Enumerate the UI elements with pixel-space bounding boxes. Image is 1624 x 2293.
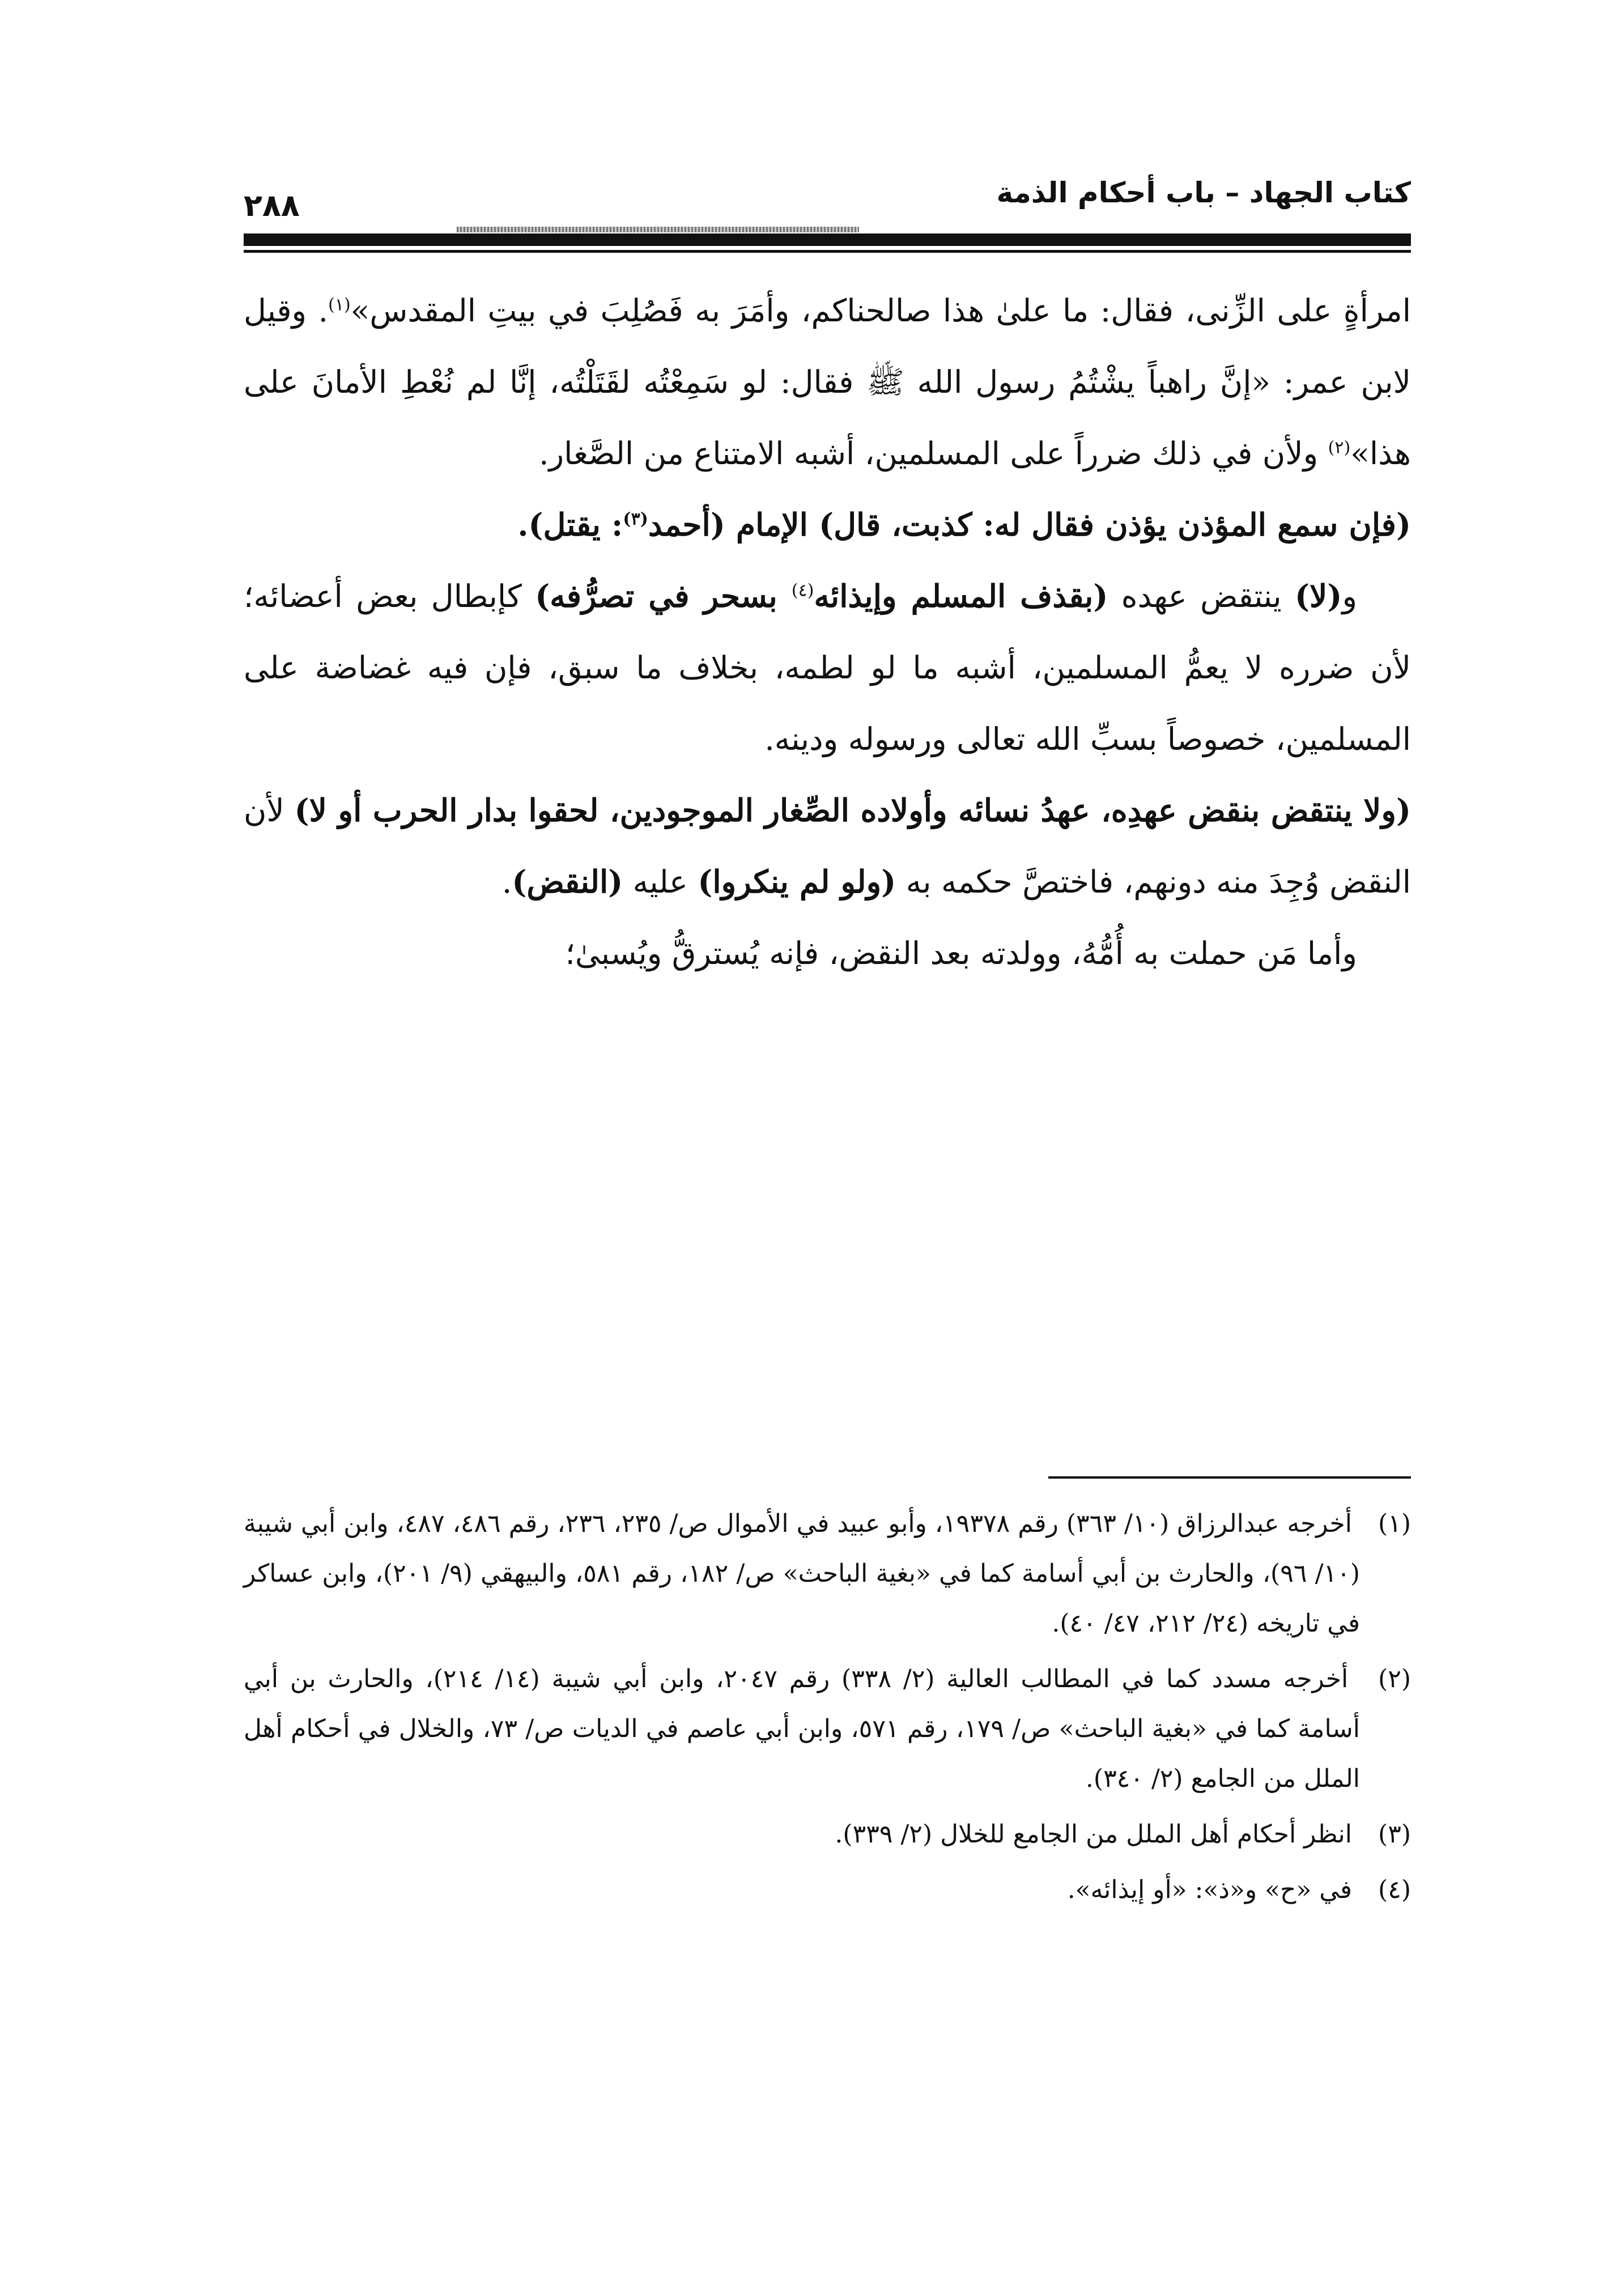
footnote-4: [244, 1865, 1411, 1915]
footnote-separator: [1048, 1476, 1411, 1479]
running-title: كتاب الجهاد – باب أحكام الذمة: [996, 176, 1411, 209]
paragraph-p5: [244, 918, 1411, 989]
text-segment: (ولو لم ينكروا): [698, 863, 896, 900]
text-segment: (فإن سمع المؤذن يؤذن فقال له: كذبت، قال) الإمام (أحمد: [648, 506, 1411, 543]
footnote-3: [244, 1810, 1411, 1859]
text-segment: عليه: [623, 864, 698, 900]
footnote-text: أخرجه مسدد كما في المطالب العالية (٢/ ٣٣٨) رقم ٢٠٤٧، وابن أبي شيبة (١٤/ ٢١٤)، والحارث بن أبي أسامة كما في «بغية الباحث» ص/ ١٧٩، رقم ٥٧١، وابن أبي عاصم في الديات ص/ ٧٣، والخلال في أحكام أهل الملل من الجامع (٢/ ٣٤٠).: [244, 1664, 1361, 1793]
paragraph-p3: [244, 560, 1411, 775]
text-segment: امرأةٍ على الزِّنى، فقال: ما علىٰ هذا صالحناكم، وأمَرَ به فَصُلِبَ في بيتِ المقدس»: [350, 292, 1411, 329]
footnote-marker: (٤): [791, 580, 814, 601]
footnote-text: في «ح» و«ذ»: «أو إيذائه».: [1067, 1875, 1360, 1904]
paragraph-p1: [244, 275, 1411, 489]
footnote-marker: (٣): [623, 509, 648, 529]
footnote-number: (٢): [1378, 1664, 1412, 1693]
text-segment: وأما مَن حملت به أُمُّهُ، وولدته بعد النقض، فإنه يُسترقُّ ويُسبىٰ؛: [565, 935, 1357, 971]
footnote-number: (٤): [1378, 1875, 1411, 1904]
text-segment: : يقتل).: [517, 506, 623, 543]
footnote-2: [244, 1654, 1411, 1804]
header-rule-thick: [244, 233, 1411, 246]
footnote-text: أخرجه عبدالرزاق (١٠/ ٣٦٣) رقم ١٩٣٧٨، وأبو عبيد في الأموال ص/ ٢٣٥، ٢٣٦، رقم ٤٨٦، ٤٨٧، وابن أبي شيبة (١٠/ ٩٦)، والحارث بن أبي أسامة كما في «بغية الباحث» ص/ ١٨٢، رقم ٥٨١، والبيهقي (٩/ ٢٠١)، وابن عساكر في تاريخه (٢٤/ ٢١٢، ٤٧/ ٤٠).: [244, 1509, 1361, 1638]
paragraph-p4: [244, 775, 1411, 918]
text-segment: (ولا ينتقض بنقض عهدِه، عهدُ نسائه وأولاده الصِّغار الموجودين، لحقوا بدار الحرب أو لا): [294, 792, 1411, 829]
text-segment: (النقض): [512, 863, 623, 900]
text-segment: (بقذف المسلم وإيذائه: [814, 578, 1108, 614]
text-segment: بسحر في تصرُّفه): [535, 578, 792, 614]
paragraph-p2: [244, 489, 1411, 560]
main-text: [244, 275, 1411, 989]
text-segment: (لا): [1295, 578, 1342, 614]
footnote-1: [244, 1499, 1411, 1649]
footnote-text: انظر أحكام أهل الملل من الجامع للخلال (٢/ ٣٣٩).: [835, 1820, 1360, 1849]
header-texture-band: [457, 227, 859, 232]
footnote-marker: (١): [328, 295, 351, 315]
text-segment: ينتقض عهده: [1108, 578, 1295, 614]
text-segment: . وقيل لابن عمر: «إنَّ راهباً يشْتُمُ رسول الله ﷺ فقال: لو سَمِعْتُه لقَتَلْتُه، إنَّا لم نُعْطِ الأمانَ على هذا»: [244, 292, 1411, 472]
footnote-number: (١): [1378, 1509, 1412, 1538]
footnote-number: (٣): [1378, 1820, 1411, 1849]
header-rule-thin: [244, 250, 1411, 253]
page-number: ٢٨٨: [244, 188, 300, 223]
footnote-marker: (٢): [1328, 438, 1351, 458]
text-segment: كإبطال بعض أعضائه؛ لأن ضرره لا يعمُّ المسلمين، أشبه ما لو لطمه، بخلاف ما سبق، فإن فيه غضاضة على المسلمين، خصوصاً بسبِّ الله تعالى ورسوله ودينه.: [244, 578, 1411, 757]
text-segment: لأن النقض وُجِدَ منه دونهم، فاختصَّ حكمه به: [244, 792, 1411, 900]
text-segment: و: [1342, 578, 1358, 614]
footnotes: [244, 1499, 1411, 1921]
text-segment: ولأن في ذلك ضرراً على المسلمين، أشبه الامتناع من الصَّغار.: [539, 435, 1328, 472]
page-header: [244, 170, 1411, 227]
text-segment: .: [501, 864, 512, 900]
